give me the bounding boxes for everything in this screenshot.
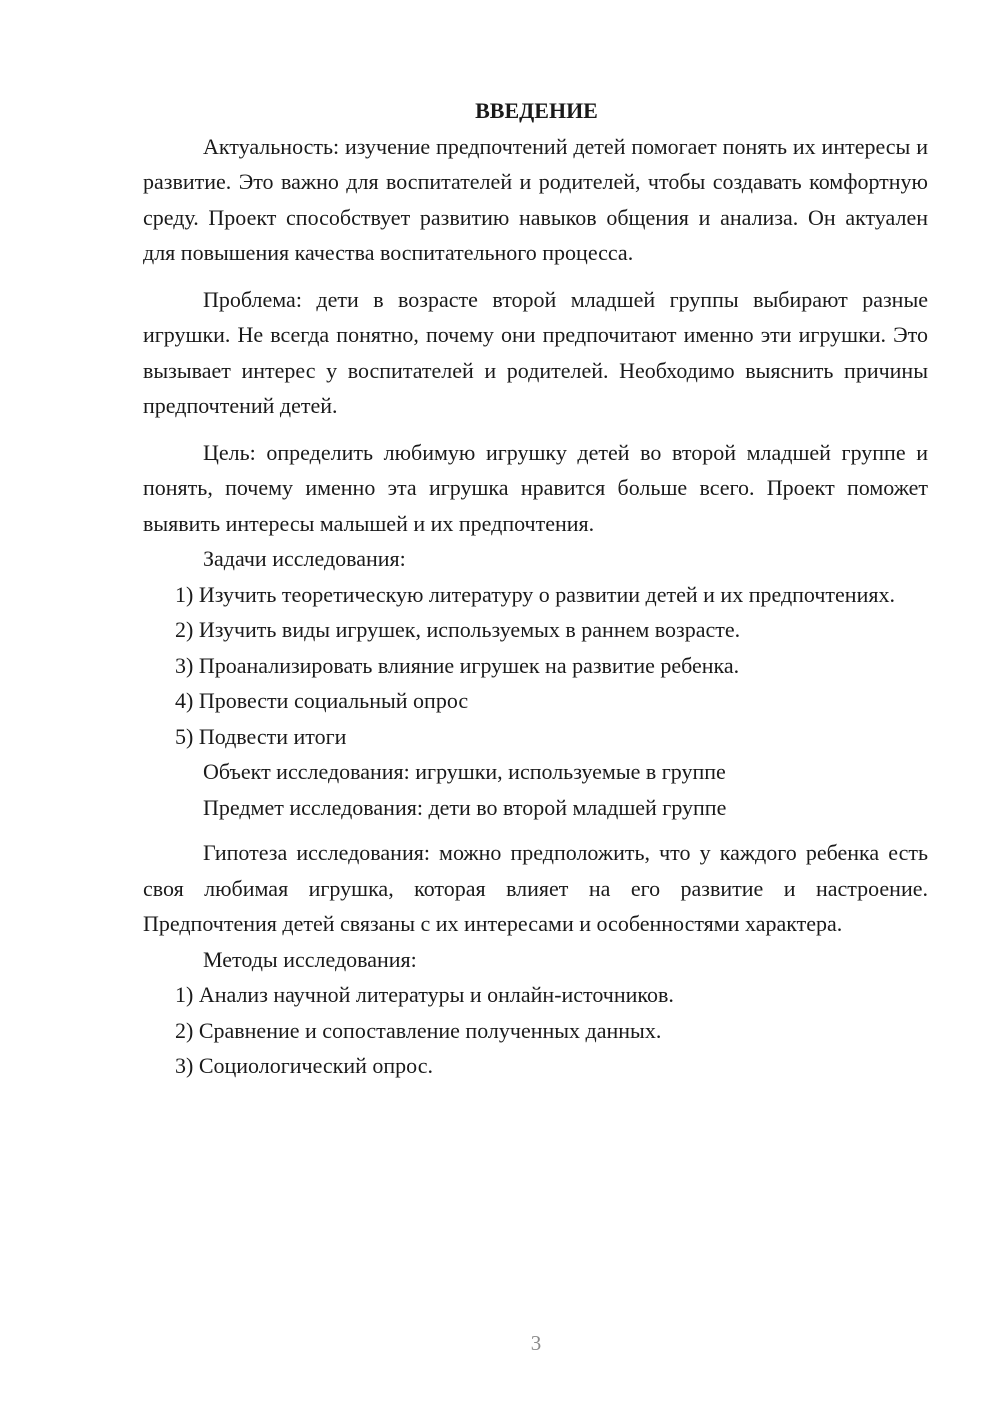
research-subject: Предмет исследования: дети во второй младшей группе xyxy=(203,794,727,820)
method-item-2: 2) Сравнение и сопоставление полученных данных. xyxy=(175,1017,662,1043)
page-number: 3 xyxy=(530,1331,542,1355)
methods-heading: Методы исследования: xyxy=(203,946,417,972)
task-item-3: 3) Проанализировать влияние игрушек на развитие ребенка. xyxy=(175,652,740,678)
method-item-3: 3) Социологический опрос. xyxy=(175,1053,433,1078)
hypothesis-paragraph: Гипотеза исследования: можно предположить, что у каждого ребенка есть своя любимая игрушка, которая влияет на его развитие и настроение. Предпочтения детей связаны с их интересами и особенностями характера. xyxy=(143,840,928,936)
tasks-heading: Задачи исследования: xyxy=(203,546,406,571)
page-title: ВВЕДЕНИЕ xyxy=(475,98,598,123)
method-item-1: 1) Анализ научной литературы и онлайн-источников. xyxy=(175,982,674,1007)
relevance-paragraph: Актуальность: изучение предпочтений детей помогает понять их интересы и развитие. Это важно для воспитателей и родителей, чтобы создавать комфортную среду. Проект способствует развитию навыков общения и анализа. Он актуален для повышения качества воспитательного процесса. xyxy=(143,133,928,265)
goal-paragraph: Цель: определить любимую игрушку детей во второй младшей группе и понять, почему именно эта игрушка нравится больше всего. Проект поможет выявить интересы малышей и их предпочтения. xyxy=(143,439,928,536)
task-item-5: 5) Подвести итоги xyxy=(175,723,347,749)
problem-paragraph: Проблема: дети в возрасте второй младшей группы выбирают разные игрушки. Не всегда понятно, почему они предпочитают именно эти игрушки. Это вызывает интерес у воспитателей и родителей. Необходимо выяснить причины предпочтений детей. xyxy=(143,286,928,418)
task-item-1: 1) Изучить теоретическую литературу о развитии детей и их предпочтениях. xyxy=(175,581,895,607)
document-body xyxy=(143,93,928,1084)
task-item-2: 2) Изучить виды игрушек, используемых в раннем возрасте. xyxy=(175,617,741,642)
research-object: Объект исследования: игрушки, используемые в группе xyxy=(203,759,726,784)
task-item-4: 4) Провести социальный опрос xyxy=(175,688,469,713)
